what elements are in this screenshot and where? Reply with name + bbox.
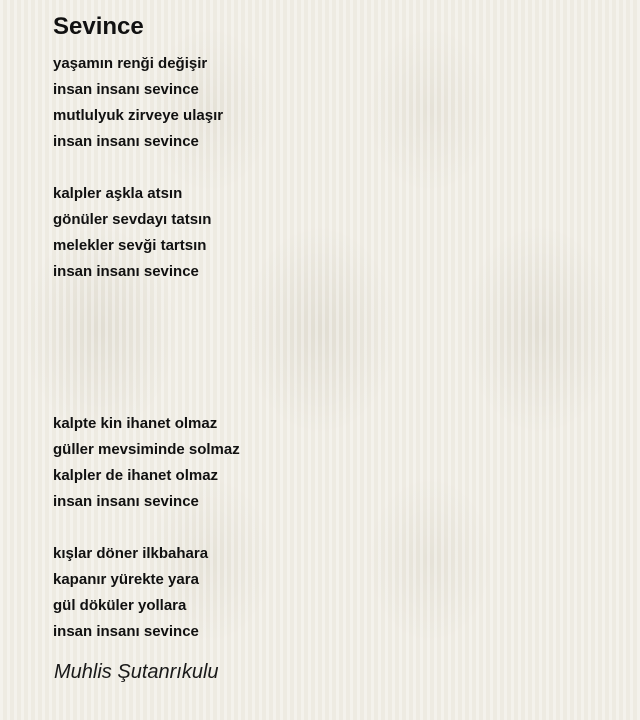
poem-line: insan insanı sevince — [53, 263, 199, 280]
stanza-2 — [53, 181, 211, 285]
poem-line: kışlar döner ilkbahara — [53, 545, 209, 562]
poem-line: güller mevsiminde solmaz — [53, 441, 240, 458]
poem-line: melekler sevği tartsın — [53, 237, 207, 254]
poem-line: kalpler de ihanet olmaz — [53, 467, 219, 484]
poem-line: insan insanı sevince — [53, 133, 199, 150]
poem-line: gönüler sevdayı tatsın — [53, 211, 212, 228]
stanza-3 — [53, 411, 240, 515]
poem-line: gül döküler yollara — [53, 597, 187, 614]
poem-line: kalpler aşkla atsın — [53, 185, 183, 202]
stanza-4 — [53, 541, 208, 645]
poem-line: insan insanı sevince — [53, 623, 199, 640]
poem-line: kalpte kin ihanet olmaz — [53, 415, 218, 432]
poem-author: Muhlis Şutanrıkulu — [54, 661, 219, 683]
poem-line: insan insanı sevince — [53, 493, 199, 510]
poem-title: Sevince — [53, 13, 144, 40]
poem-line: kapanır yürekte yara — [53, 571, 199, 588]
poem-line: yaşamın renği değişir — [53, 55, 208, 72]
poem-line: insan insanı sevince — [53, 81, 199, 98]
stanza-1 — [53, 51, 223, 155]
poem-line: mutlulyuk zirveye ulaşır — [53, 107, 224, 124]
